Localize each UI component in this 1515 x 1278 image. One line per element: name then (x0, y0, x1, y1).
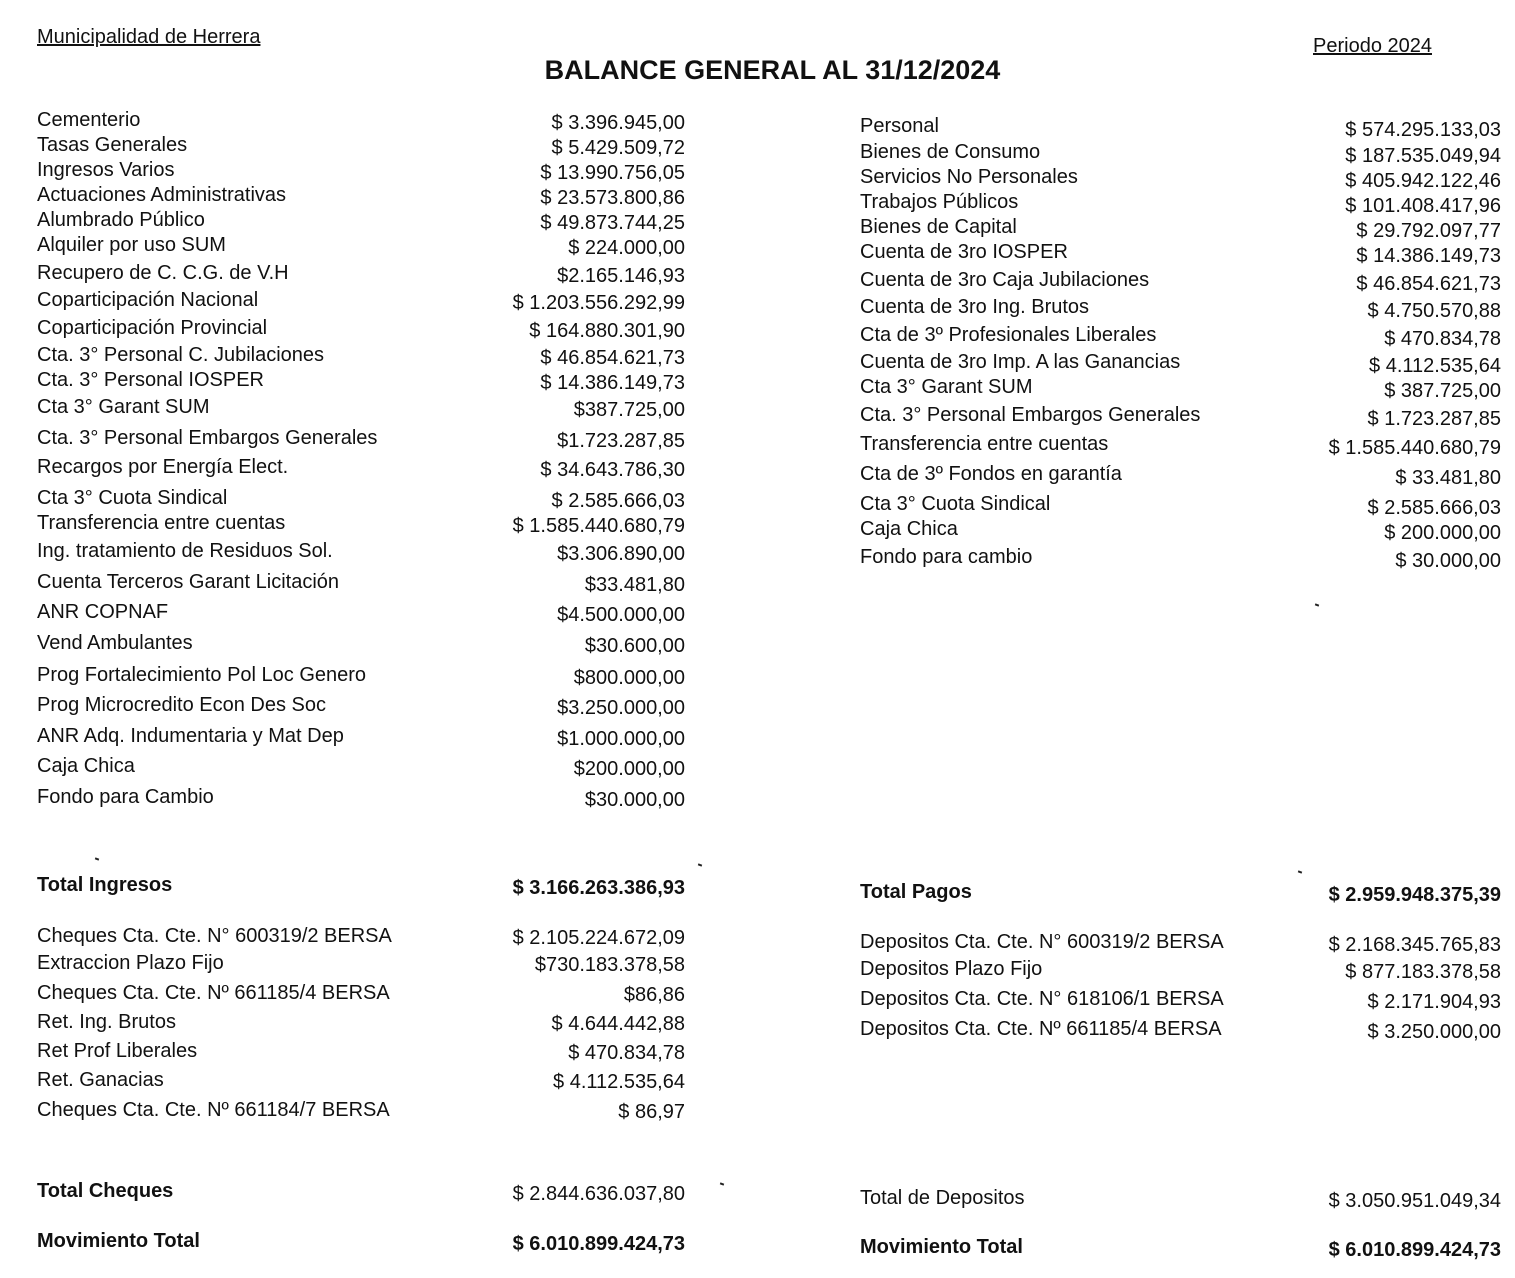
row-amount: $ 2.585.666,03 (1367, 497, 1501, 519)
row-amount: $ 224.000,00 (568, 237, 685, 259)
row-amount: $2.165.146,93 (557, 265, 685, 287)
row-amount: $1.000.000,00 (557, 728, 685, 750)
row-label: Personal (860, 115, 939, 137)
row-amount: $ 29.792.097,77 (1356, 220, 1501, 242)
row-amount: $30.000,00 (584, 789, 685, 811)
row-label: Cheques Cta. Cte. N° 600319/2 BERSA (37, 925, 392, 947)
row-label: Cuenta Terceros Garant Licitación (37, 571, 340, 593)
row-amount: $ 23.573.800,86 (540, 187, 685, 209)
row-label: Transferencia entre cuentas (37, 512, 286, 534)
row-amount: $ 34.643.786,30 (540, 459, 685, 481)
row-amount: $3.306.890,00 (557, 543, 685, 565)
row-label: Cementerio (37, 109, 141, 131)
row-label: Ret. Ing. Brutos (37, 1011, 176, 1033)
row-label: Cta. 3° Personal Embargos Generales (37, 427, 378, 449)
row-label: Vend Ambulantes (37, 632, 193, 654)
row-amount: $ 2.105.224.672,09 (512, 927, 685, 949)
row-amount: $4.500.000,00 (557, 604, 685, 626)
row-amount: $ 4.112.535,64 (1369, 355, 1501, 377)
row-amount: $ 3.396.945,00 (551, 112, 685, 134)
scan-speck (698, 863, 702, 866)
scan-speck (720, 1182, 724, 1185)
row-label: Cuenta de 3ro Caja Jubilaciones (860, 269, 1150, 291)
row-amount: $ 46.854.621,73 (540, 347, 685, 369)
row-amount: $ 387.725,00 (1384, 380, 1501, 402)
row-amount: $ 2.168.345.765,83 (1328, 934, 1501, 956)
row-amount: $ 4.644.442,88 (551, 1013, 685, 1035)
row-label: Fondo para cambio (860, 546, 1033, 568)
movimiento-total-right-amount: $ 6.010.899.424,73 (1328, 1239, 1501, 1261)
row-label: Recargos por Energía Elect. (37, 456, 289, 478)
row-label: Cta 3° Garant SUM (37, 396, 210, 418)
row-amount: $ 14.386.149,73 (540, 372, 685, 394)
row-label: Caja Chica (860, 518, 958, 540)
row-amount: $1.723.287,85 (557, 430, 685, 452)
row-label: Extraccion Plazo Fijo (37, 952, 224, 974)
row-amount: $730.183.378,58 (534, 954, 685, 976)
row-amount: $ 49.873.744,25 (540, 212, 685, 234)
row-amount: $ 187.535.049,94 (1345, 145, 1501, 167)
row-label: Transferencia entre cuentas (860, 433, 1109, 455)
movimiento-total-left-amount: $ 6.010.899.424,73 (512, 1233, 685, 1255)
row-amount: $ 574.295.133,03 (1345, 119, 1501, 141)
row-label: Bienes de Consumo (860, 141, 1041, 163)
total-ingresos-label: Total Ingresos (37, 874, 173, 896)
row-amount: $30.600,00 (584, 635, 685, 657)
row-label: Cta. 3° Personal IOSPER (37, 369, 264, 391)
row-amount: $ 30.000,00 (1395, 550, 1501, 572)
row-label: Tasas Generales (37, 134, 188, 156)
row-label: Cta de 3º Fondos en garantía (860, 463, 1122, 485)
row-label: Depositos Cta. Cte. Nº 661185/4 BERSA (860, 1018, 1222, 1040)
row-amount: $ 1.585.440.680,79 (1328, 437, 1501, 459)
row-label: Cuenta de 3ro IOSPER (860, 241, 1068, 263)
row-amount: $3.250.000,00 (557, 697, 685, 719)
row-amount: $ 4.112.535,64 (553, 1071, 685, 1093)
row-label: ANR COPNAF (37, 601, 169, 623)
row-label: Ing. tratamiento de Residuos Sol. (37, 540, 333, 562)
row-label: Cta 3° Cuota Sindical (37, 487, 228, 509)
row-amount: $ 3.250.000,00 (1367, 1021, 1501, 1043)
row-label: Recupero de C. C.G. de V.H (37, 262, 289, 284)
row-label: Alumbrado Público (37, 209, 205, 231)
row-label: Caja Chica (37, 755, 135, 777)
period-label: Periodo 2024 (1313, 35, 1432, 57)
row-label: Cta 3° Garant SUM (860, 376, 1033, 398)
scan-speck (1298, 870, 1302, 873)
row-label: ANR Adq. Indumentaria y Mat Dep (37, 725, 344, 747)
row-label: Actuaciones Administrativas (37, 184, 287, 206)
row-amount: $ 5.429.509,72 (551, 137, 685, 159)
row-label: Ret Prof Liberales (37, 1040, 198, 1062)
page-title: BALANCE GENERAL AL 31/12/2024 (544, 55, 1001, 85)
row-label: Bienes de Capital (860, 216, 1017, 238)
row-amount: $ 470.834,78 (568, 1042, 685, 1064)
row-amount: $86,86 (623, 984, 685, 1006)
row-label: Depositos Cta. Cte. N° 600319/2 BERSA (860, 931, 1224, 953)
total-ingresos-amount: $ 3.166.263.386,93 (512, 877, 685, 899)
row-label: Cuenta de 3ro Imp. A las Ganancias (860, 351, 1181, 373)
scan-speck (95, 857, 99, 860)
row-amount: $ 2.585.666,03 (551, 490, 685, 512)
movimiento-total-right-label: Movimiento Total (860, 1236, 1023, 1258)
row-amount: $800.000,00 (573, 667, 685, 689)
row-label: Cheques Cta. Cte. Nº 661185/4 BERSA (37, 982, 390, 1004)
row-amount: $33.481,80 (584, 574, 685, 596)
row-amount: $ 13.990.756,05 (540, 162, 685, 184)
row-amount: $ 200.000,00 (1384, 522, 1501, 544)
row-amount: $ 14.386.149,73 (1356, 245, 1501, 267)
row-amount: $ 46.854.621,73 (1356, 273, 1501, 295)
row-label: Servicios No Personales (860, 166, 1078, 188)
row-amount: $ 405.942.122,46 (1345, 170, 1501, 192)
total-cheques-label: Total Cheques (37, 1180, 174, 1202)
row-amount: $ 1.585.440.680,79 (512, 515, 685, 537)
row-label: Coparticipación Provincial (37, 317, 268, 339)
row-label: Cta 3° Cuota Sindical (860, 493, 1051, 515)
municipality-name: Municipalidad de Herrera (37, 26, 261, 48)
row-amount: $ 86,97 (618, 1101, 685, 1123)
row-amount: $ 101.408.417,96 (1345, 195, 1501, 217)
row-label: Prog Fortalecimiento Pol Loc Genero (37, 664, 367, 686)
scan-speck (1315, 603, 1319, 606)
row-label: Depositos Plazo Fijo (860, 958, 1043, 980)
row-amount: $ 164.880.301,90 (529, 320, 685, 342)
row-label: Alquiler por uso SUM (37, 234, 226, 256)
row-amount: $ 877.183.378,58 (1345, 961, 1501, 983)
row-label: Cheques Cta. Cte. Nº 661184/7 BERSA (37, 1099, 390, 1121)
row-amount: $ 2.171.904,93 (1367, 991, 1501, 1013)
total-depositos-label: Total de Depositos (860, 1187, 1025, 1209)
row-label: Depositos Cta. Cte. N° 618106/1 BERSA (860, 988, 1224, 1010)
row-label: Cuenta de 3ro Ing. Brutos (860, 296, 1090, 318)
row-label: Cta. 3° Personal C. Jubilaciones (37, 344, 325, 366)
row-amount: $200.000,00 (573, 758, 685, 780)
row-amount: $ 33.481,80 (1395, 467, 1501, 489)
total-pagos-label: Total Pagos (860, 881, 972, 903)
total-cheques-amount: $ 2.844.636.037,80 (512, 1183, 685, 1205)
row-amount: $ 1.723.287,85 (1367, 408, 1501, 430)
row-label: Prog Microcredito Econ Des Soc (37, 694, 327, 716)
row-label: Cta de 3º Profesionales Liberales (860, 324, 1157, 346)
total-pagos-amount: $ 2.959.948.375,39 (1328, 884, 1501, 906)
row-label: Ingresos Varios (37, 159, 175, 181)
row-amount: $ 4.750.570,88 (1367, 300, 1501, 322)
row-label: Fondo para Cambio (37, 786, 214, 808)
movimiento-total-left-label: Movimiento Total (37, 1230, 200, 1252)
row-amount: $ 470.834,78 (1384, 328, 1501, 350)
row-label: Ret. Ganacias (37, 1069, 164, 1091)
total-depositos-amount: $ 3.050.951.049,34 (1328, 1190, 1501, 1212)
row-label: Coparticipación Nacional (37, 289, 259, 311)
row-amount: $ 1.203.556.292,99 (512, 292, 685, 314)
row-label: Trabajos Públicos (860, 191, 1019, 213)
row-label: Cta. 3° Personal Embargos Generales (860, 404, 1201, 426)
row-amount: $387.725,00 (573, 399, 685, 421)
